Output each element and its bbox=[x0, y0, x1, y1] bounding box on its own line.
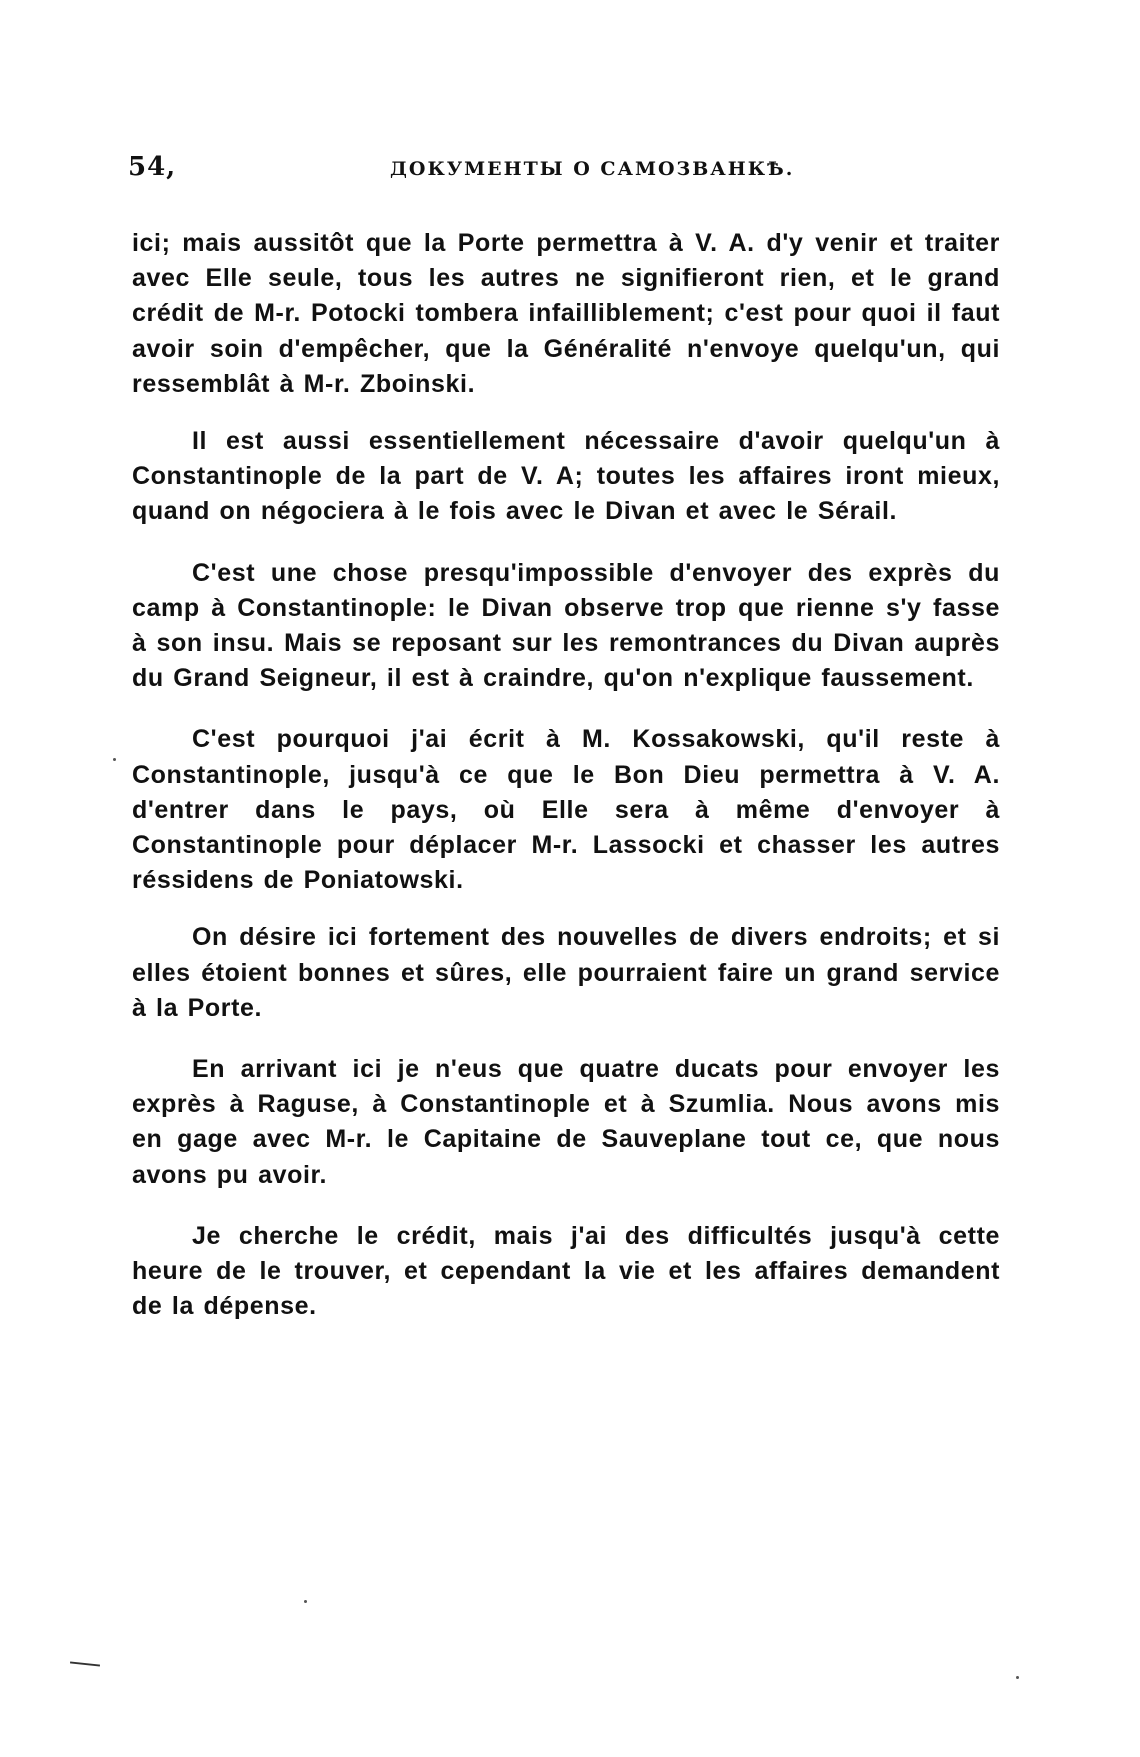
paragraph: On désire ici fortement des nouvelles de divers endroits; et si elles étoient bonnes et sûres, elle pourraient faire un grand service à la Porte. bbox=[132, 923, 1000, 1022]
margin-mark bbox=[70, 1661, 100, 1666]
paragraph: Il est aussi essentiellement nécessaire d'avoir quelqu'un à Constantinople de la part de V. A; toutes les affaires iront mieux, quand on négociera à le fois avec le Divan et avec le Sérail. bbox=[132, 427, 1000, 526]
paragraph: C'est pourquoi j'ai écrit à M. Kossakowski, qu'il reste à Constantinople, jusqu'à ce que le Bon Dieu permettra à V. A. d'entrer dans le pays, où Elle sera à même d'envoyer à Constantinople pour déplacer M-r. Lassocki et chasser les autres réssidens de Poniatowski. bbox=[132, 725, 1000, 895]
paragraph-continuation: ici; mais aussitôt que la Porte permettra à V. A. d'y venir et traiter avec Elle seule, tous les autres ne signifieront rien, et le grand crédit de M-r. Potocki tombera infailliblement; c'est pour quoi il faut avoir soin d'empêcher, que la Généralité n'envoye quelqu'un, qui ressemblât à M-r. Zboinski. bbox=[132, 229, 1000, 398]
speck-mark bbox=[1016, 1676, 1019, 1679]
paragraph: C'est une chose presqu'impossible d'envoyer des exprès du camp à Constantinople: le Divan observe trop que rienne s'y fasse à son insu. Mais se reposant sur les remontrances du Divan auprès du Grand Seigneur, il est à craindre, qu'on n'explique faussement. bbox=[132, 558, 1000, 693]
speck-mark bbox=[304, 1600, 307, 1603]
body-text bbox=[132, 226, 1000, 1324]
running-title: ДОКУМЕНТЫ О САМОЗВАНКѢ. bbox=[390, 158, 795, 180]
page-header bbox=[128, 152, 1008, 192]
speck-mark bbox=[113, 758, 116, 761]
paragraph: Je cherche le crédit, mais j'ai des difficultés jusqu'à cette heure de le trouver, et cependant la vie et les affaires demandent de la dépense. bbox=[132, 1221, 1000, 1321]
page-number: 54, bbox=[128, 152, 177, 182]
paragraph: En arrivant ici je n'eus que quatre ducats pour envoyer les exprès à Raguse, à Constantinople et à Szumlia. Nous avons mis en gage avec M-r. le Capitaine de Sauveplane tout ce, que nous avons pu avoir. bbox=[132, 1055, 1000, 1189]
